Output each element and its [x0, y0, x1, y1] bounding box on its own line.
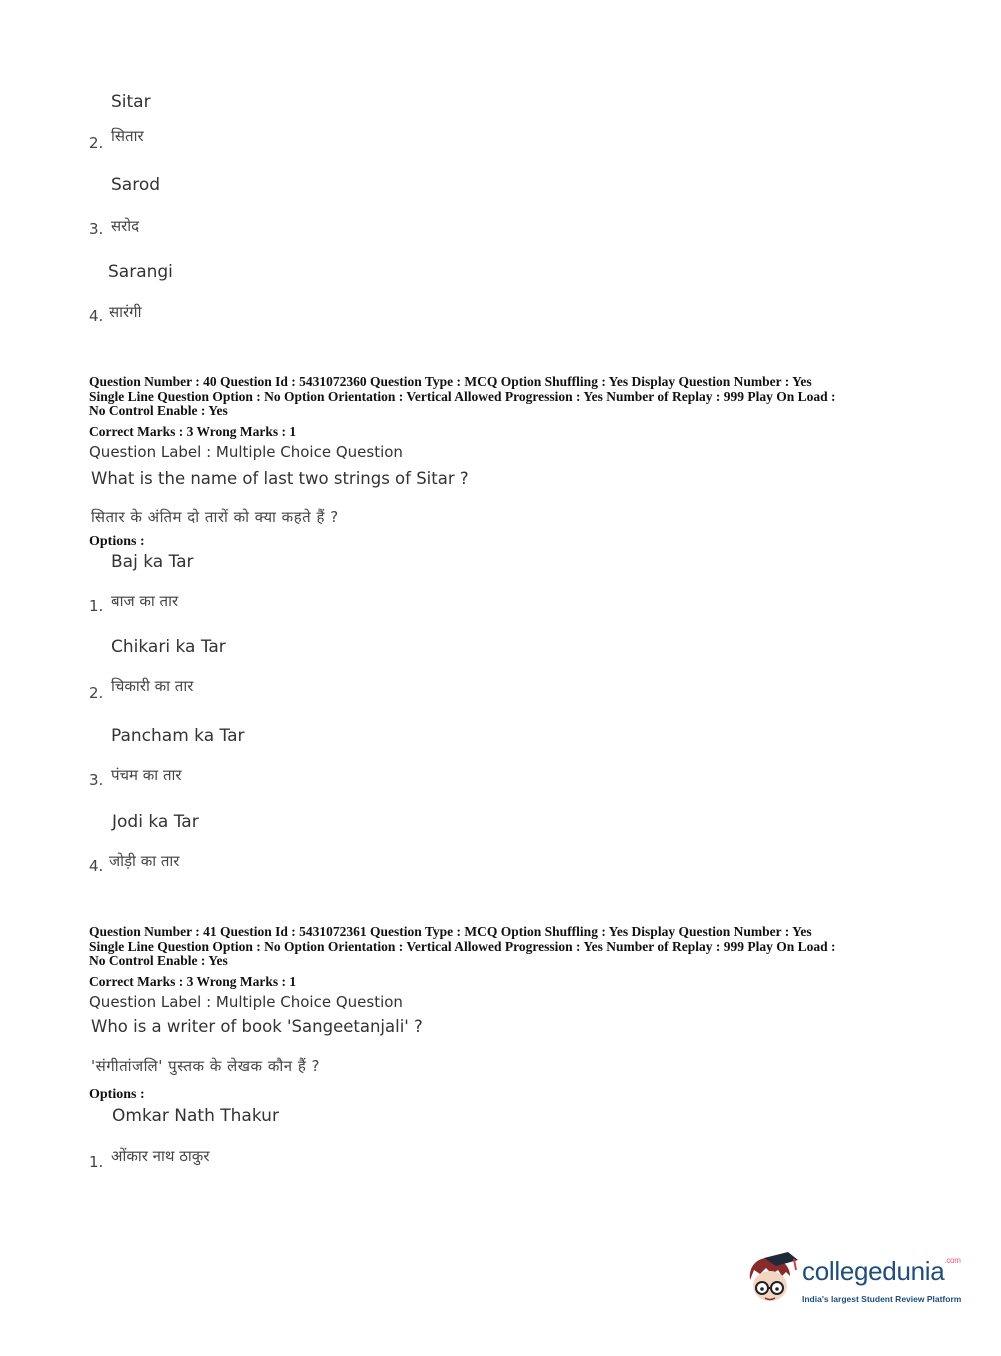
q41-option-1-english: Omkar Nath Thakur: [112, 1106, 279, 1126]
prev-option-2-hindi: सितार: [111, 127, 144, 145]
q41-meta-line1: Question Number : 41 Question Id : 5431072361 Question Type : MCQ Option Shuffling : Yes Display Question Number : Yes: [89, 924, 812, 939]
q41-question-label: Question Label : Multiple Choice Question: [89, 993, 403, 1011]
q40-option-2-english: Chikari ka Tar: [111, 637, 226, 657]
q40-question-text-hindi: सितार के अंतिम दो तारों को क्या कहते हैं ?: [91, 508, 339, 526]
q41-options-heading: Options :: [89, 1087, 145, 1102]
prev-option-3-hindi: सरोद: [111, 217, 140, 235]
q41-meta-line2: Single Line Question Option : No Option Orientation : Vertical Allowed Progression : Yes Number of Replay : 999 Play On Load :: [89, 939, 836, 954]
collegedunia-logo[interactable]: [742, 1250, 972, 1310]
logo-tagline: India's largest Student Review Platform: [802, 1294, 962, 1304]
q41-option-1-number: 1.: [89, 1153, 104, 1171]
mascot-icon: [742, 1250, 800, 1308]
q40-marks: Correct Marks : 3 Wrong Marks : 1: [89, 424, 297, 439]
prev-option-2-number: 2.: [89, 134, 104, 152]
q40-options-heading: Options :: [89, 534, 145, 549]
q41-meta-line3: No Control Enable : Yes: [89, 953, 228, 968]
logo-name: collegedunia: [802, 1256, 945, 1286]
logo-wordmark: [802, 1256, 961, 1287]
prev-option-2-english: Sitar: [111, 92, 151, 112]
q40-option-4-english: Jodi ka Tar: [112, 812, 199, 832]
q40-meta-line1: Question Number : 40 Question Id : 5431072360 Question Type : MCQ Option Shuffling : Yes Display Question Number : Yes: [89, 374, 812, 389]
logo-suffix: .com: [944, 1256, 961, 1265]
prev-option-4-number: 4.: [89, 307, 104, 325]
q40-option-4-hindi: जोड़ी का तार: [109, 852, 180, 870]
q40-option-4-number: 4.: [89, 857, 104, 875]
q40-option-2-number: 2.: [89, 684, 104, 702]
q41-marks: Correct Marks : 3 Wrong Marks : 1: [89, 974, 297, 989]
q41-question-text-hindi: 'संगीतांजलि' पुस्तक के लेखक कौन हैं ?: [91, 1057, 321, 1075]
prev-option-3-number: 3.: [89, 220, 104, 238]
q40-question-label: Question Label : Multiple Choice Question: [89, 443, 403, 461]
q40-meta-line3: No Control Enable : Yes: [89, 403, 228, 418]
prev-option-4-hindi: सारंगी: [109, 303, 142, 321]
q40-meta-line2: Single Line Question Option : No Option Orientation : Vertical Allowed Progression : Yes Number of Replay : 999 Play On Load :: [89, 389, 836, 404]
q40-option-3-hindi: पंचम का तार: [111, 766, 182, 784]
q40-option-1-hindi: बाज का तार: [111, 592, 179, 610]
q40-option-3-number: 3.: [89, 771, 104, 789]
prev-option-3-english: Sarod: [111, 175, 161, 195]
q40-option-1-number: 1.: [89, 597, 104, 615]
q41-question-text-english: Who is a writer of book 'Sangeetanjali' ?: [91, 1017, 423, 1036]
q40-option-2-hindi: चिकारी का तार: [111, 677, 194, 695]
q40-option-3-english: Pancham ka Tar: [111, 726, 245, 746]
prev-option-4-english: Sarangi: [108, 262, 173, 282]
q41-option-1-hindi: ओंकार नाथ ठाकुर: [111, 1147, 210, 1165]
q40-option-1-english: Baj ka Tar: [111, 552, 194, 572]
q40-question-text-english: What is the name of last two strings of Sitar ?: [91, 469, 469, 488]
